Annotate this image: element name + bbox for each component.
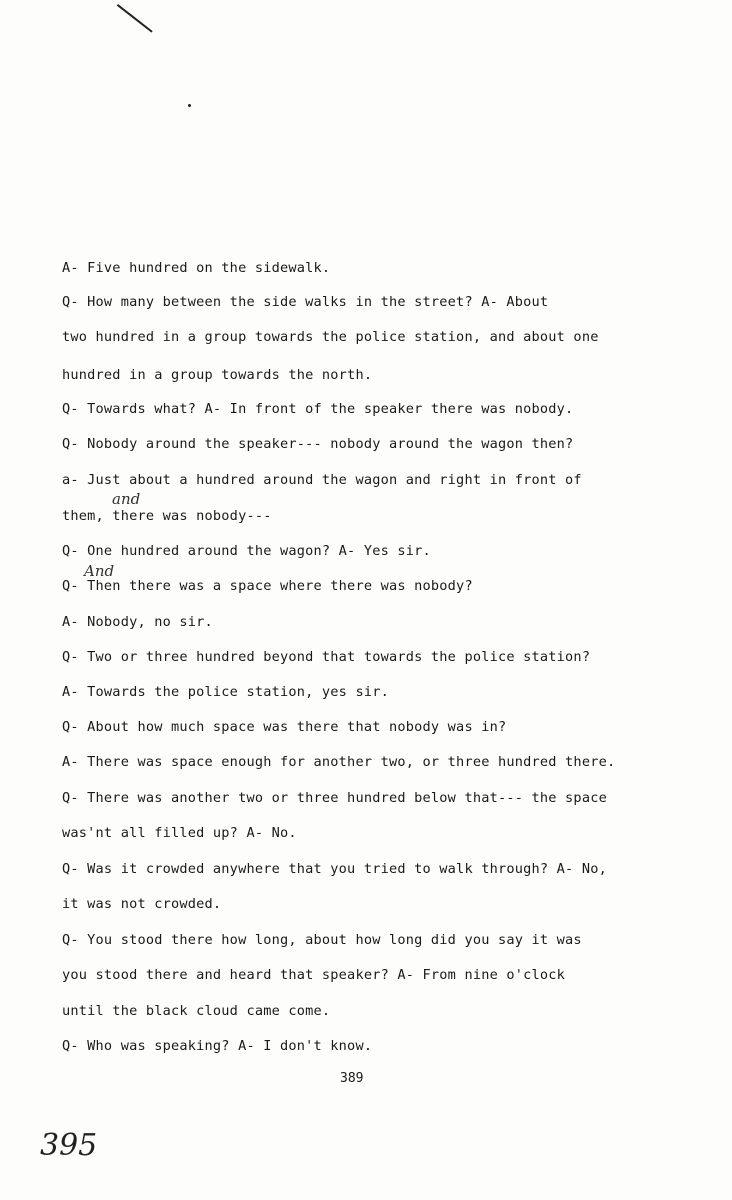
transcript-line-17: was'nt all filled up? A- No. <box>62 825 297 841</box>
transcript-line-9: Q- One hundred around the wagon? A- Yes sir. <box>62 543 431 559</box>
handwritten-insert-and: and <box>112 490 141 508</box>
scan-mark-diagonal <box>117 4 153 32</box>
transcript-line-8: them, there was nobody--- <box>62 508 272 524</box>
transcript-line-1: A- Five hundred on the sidewalk. <box>62 260 331 276</box>
transcript-line-14: Q- About how much space was there that nobody was in? <box>62 719 507 735</box>
transcript-line-10: Q- Then there was a space where there was nobody? <box>62 578 473 594</box>
page-number: 389 <box>340 1071 364 1086</box>
transcript-line-11: A- Nobody, no sir. <box>62 614 213 630</box>
transcript-line-22: until the black cloud came come. <box>62 1003 331 1019</box>
transcript-line-3: two hundred in a group towards the police station, and about one <box>62 329 599 345</box>
transcript-line-19: it was not crowded. <box>62 896 222 912</box>
transcript-line-4: hundred in a group towards the north. <box>62 367 373 383</box>
transcript-line-6: Q- Nobody around the speaker--- nobody around the wagon then? <box>62 436 574 452</box>
transcript-line-20: Q- You stood there how long, about how long did you say it was <box>62 932 582 948</box>
transcript-line-13: A- Towards the police station, yes sir. <box>62 684 389 700</box>
transcript-line-23: Q- Who was speaking? A- I don't know. <box>62 1038 373 1054</box>
handwritten-page-number: 395 <box>40 1128 98 1163</box>
transcript-line-15: A- There was space enough for another two, or three hundred there. <box>62 754 616 770</box>
transcript-line-7: a- Just about a hundred around the wagon and right in front of <box>62 472 582 488</box>
transcript-line-12: Q- Two or three hundred beyond that towards the police station? <box>62 649 591 665</box>
transcript-line-16: Q- There was another two or three hundred below that--- the space <box>62 790 607 806</box>
scan-mark-dot <box>188 104 191 107</box>
transcript-line-21: you stood there and heard that speaker? A- From nine o'clock <box>62 967 566 983</box>
transcript-line-18: Q- Was it crowded anywhere that you tried to walk through? A- No, <box>62 861 607 877</box>
handwritten-insert-and-cap: And <box>84 562 115 580</box>
transcript-line-5: Q- Towards what? A- In front of the speaker there was nobody. <box>62 401 574 417</box>
transcript-line-2: Q- How many between the side walks in the street? A- About <box>62 294 549 310</box>
